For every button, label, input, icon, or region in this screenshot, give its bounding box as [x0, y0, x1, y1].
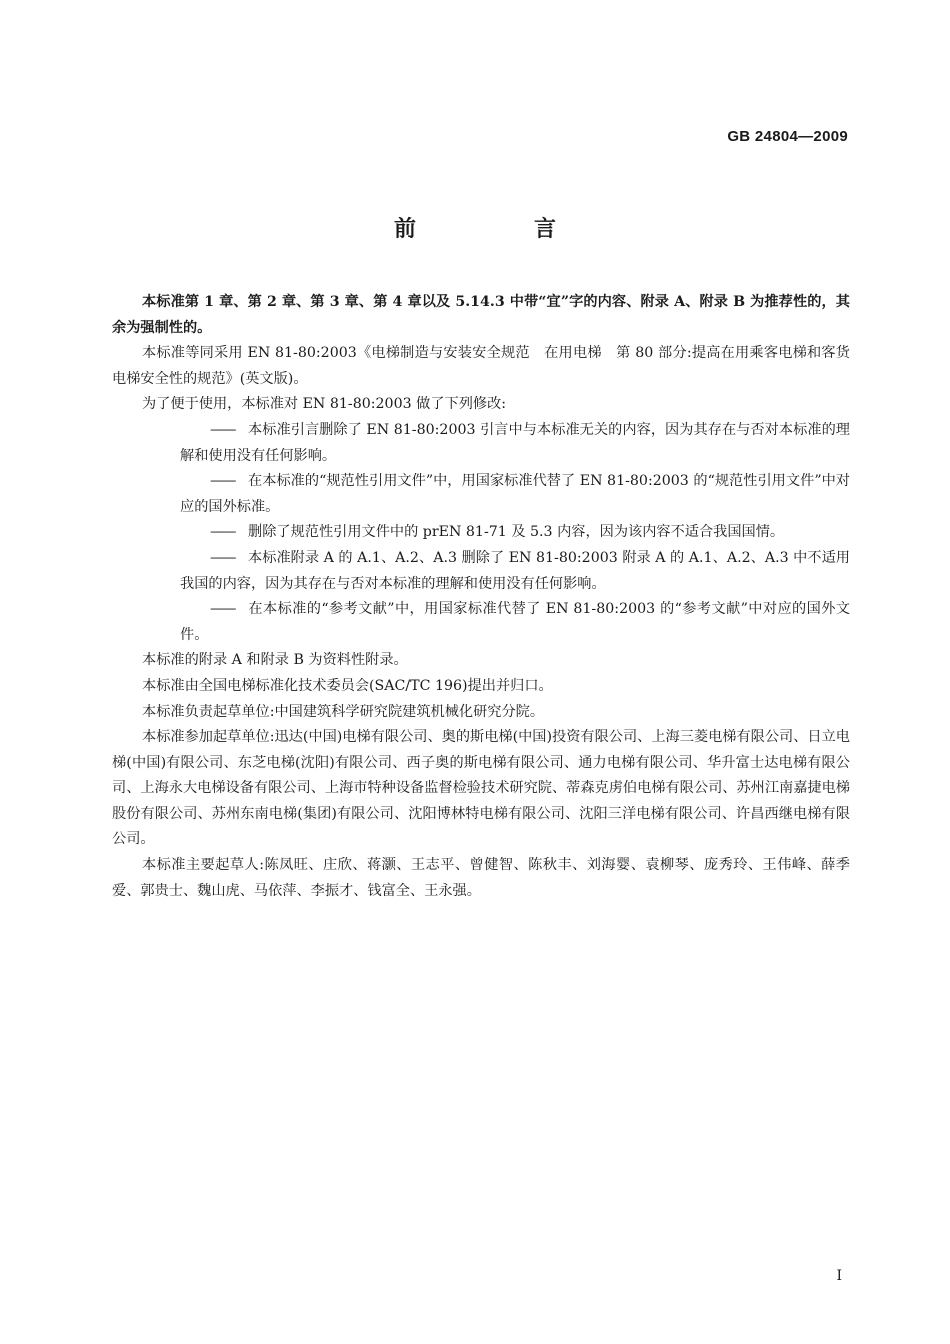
paragraph-proposer: 本标准由全国电梯标准化技术委员会(SAC/TC 196)提出并归口。 — [142, 677, 553, 694]
paragraph-equivalence: 本标准等同采用 EN 81-80:2003《电梯制造与安装安全规范 在用电梯 第 80 部分:提高在用乘客电梯和客货电梯安全性的规范》(英文版)。 — [112, 345, 850, 387]
paragraph-modifications-intro: 为了便于使用，本标准对 EN 81-80:2003 做了下列修改: — [142, 396, 507, 413]
dash-mark: —— — [210, 421, 235, 438]
paragraph-main-drafters: 本标准主要起草人:陈凤旺、庄欣、蒋灏、王志平、曾健智、陈秋丰、刘海婴、袁柳琴、庞秀玲、王伟峰、薛季爱、郭贵士、魏山虎、马依萍、李振才、钱富全、王永强。 — [112, 857, 850, 899]
paragraph-scope: 本标准第 1 章、第 2 章、第 3 章、第 4 章以及 5.14.3 中带“宜”字的内容、附录 A、附录 B 为推荐性的，其余为强制性的。 — [112, 294, 850, 336]
list-item-text: 本标准引言删除了 EN 81-80:2003 引言中与本标准无关的内容，因为其存在与否对本标准的理解和使用没有任何影响。 — [180, 421, 850, 464]
dash-mark: —— — [210, 473, 235, 490]
paragraph-annexes: 本标准的附录 A 和附录 B 为资料性附录。 — [142, 652, 408, 669]
paragraph-participating-units: 本标准参加起草单位:迅达(中国)电梯有限公司、奥的斯电梯(中国)投资有限公司、上海三菱电梯有限公司、日立电梯(中国)有限公司、东芝电梯(沈阳)有限公司、西子奥的斯电梯有限公司、通力电梯有限公司、华升富士达电梯有限公司、上海永大电梯设备有限公司、上海市特种设备监督检验技术研究院、蒂森克虏伯电梯有限公司、苏州江南嘉捷电梯股份有限公司、苏州东南电梯(集团)有限公司、沈阳博林特电梯有限公司、沈阳三洋电梯有限公司、许昌西继电梯有限公司。 — [112, 729, 850, 848]
page-number: I — [836, 1268, 842, 1284]
paragraph-responsible-drafter: 本标准负责起草单位:中国建筑科学研究院建筑机械化研究分院。 — [142, 703, 545, 720]
dash-mark: —— — [210, 524, 235, 541]
list-item — [112, 418, 850, 469]
dash-mark: —— — [210, 549, 235, 566]
foreword-body — [112, 290, 850, 904]
page-title: 前 言 — [393, 217, 604, 242]
list-item-text: 在本标准的“规范性引用文件”中，用国家标准代替了 EN 81-80:2003 的“规范性引用文件”中对应的国外标准。 — [180, 473, 850, 515]
list-item — [112, 520, 850, 546]
standard-number: GB 24804—2009 — [727, 128, 848, 145]
list-item — [112, 546, 850, 597]
dash-mark: —— — [210, 601, 235, 618]
list-item — [112, 469, 850, 520]
list-item-text: 本标准附录 A 的 A.1、A.2、A.3 删除了 EN 81-80:2003 附录 A 的 A.1、A.2、A.3 中不适用我国的内容，因为其存在与否对本标准的理解和使用没有任何影响。 — [180, 549, 850, 592]
list-item — [112, 597, 850, 648]
list-item-text: 删除了规范性引用文件中的 prEN 81-71 及 5.3 内容，因为该内容不适合我国国情。 — [248, 524, 785, 541]
list-item-text: 在本标准的“参考文献”中，用国家标准代替了 EN 81-80:2003 的“参考文献”中对应的国外文件。 — [180, 601, 850, 643]
